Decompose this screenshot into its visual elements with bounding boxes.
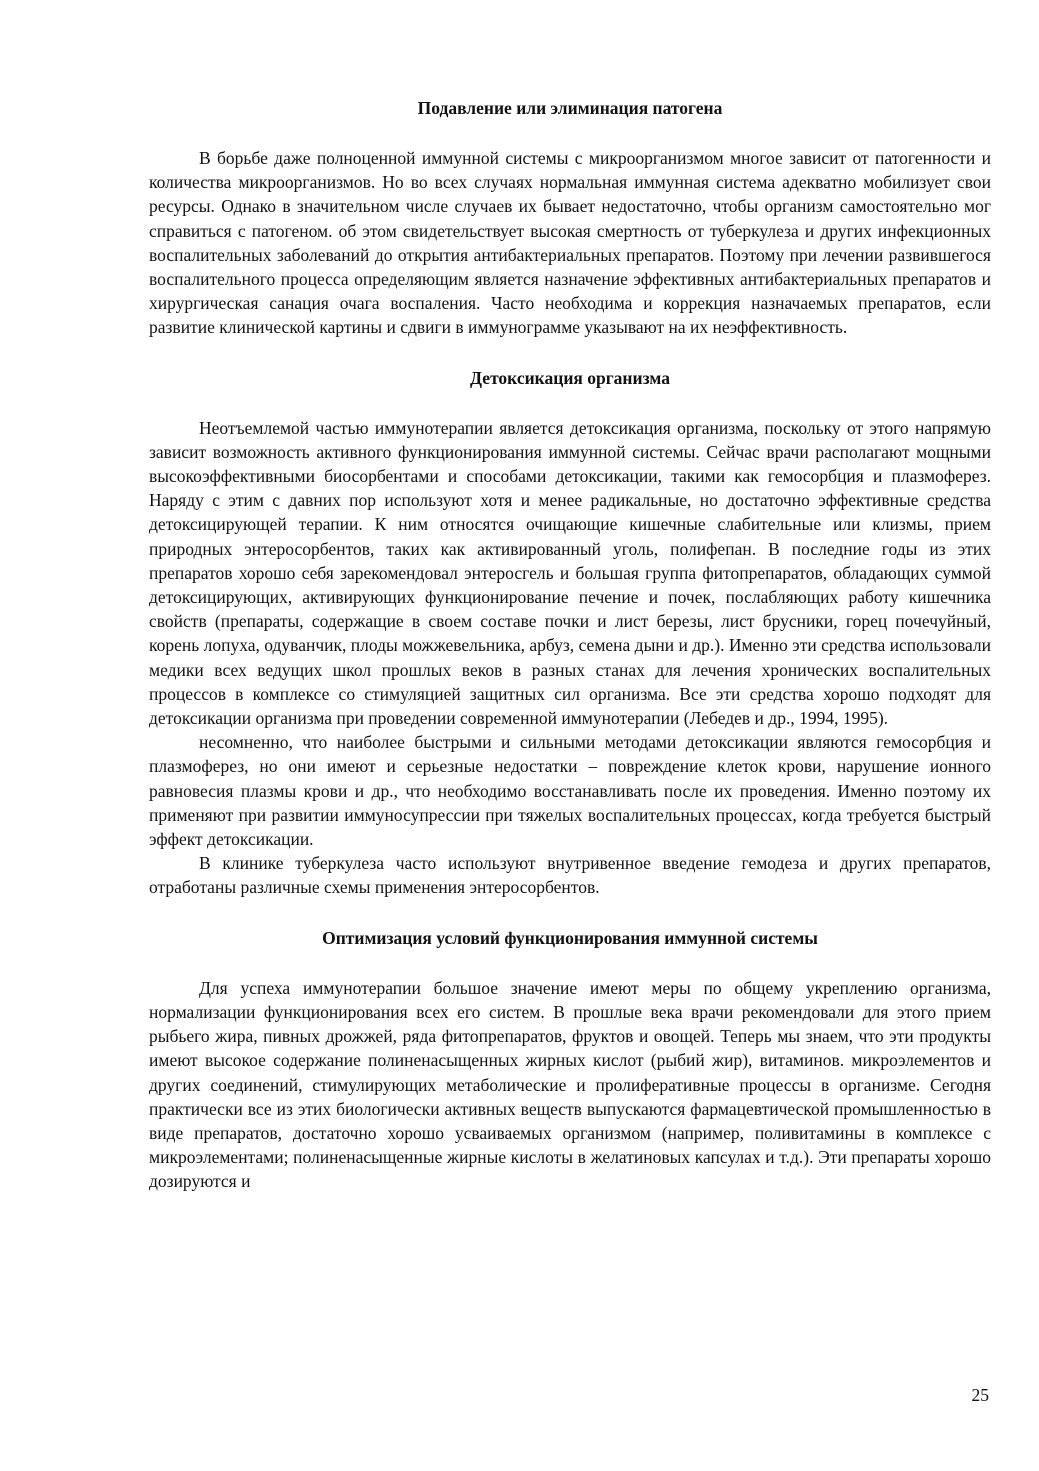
paragraph: несомненно, что наиболее быстрыми и сильными методами детоксикации являются гемосорбция и плазмоферез, но они имеют и серьезные недостатки – повреждение клеток крови, нарушение ионного равновесия плазмы крови и др., что необходимо восстанавливать после их проведения. Именно поэтому их применяют при развитии иммуносупрессии при тяжелых воспалительных процессах, когда требуется быстрый эффект детоксикации.: [149, 732, 991, 850]
section-title-immune-optimization: Оптимизация условий функционирования иммунной системы: [322, 927, 818, 948]
page-number: 25: [971, 1385, 989, 1405]
paragraph: В клинике туберкулеза часто используют внутривенное введение гемодеза и других препаратов, отработаны различные схемы применения энтеросорбентов.: [149, 853, 991, 898]
paragraph: Неотъемлемой частью иммунотерапии является детоксикация организма, поскольку от этого напрямую зависит возможность активного функционирования иммунной системы. Сейчас врачи располагают мощными высокоэффективными биосорбентами и способами детоксикации, такими как гемосорбция и плазмоферез. Наряду с этим с давних пор используют хотя и менее радикальные, но достаточно эффективные средства детоксицирующей терапии. К ним относятся очищающие кишечные слабительные или клизмы, прием природных энтеросорбентов, таких как активированный уголь, полифепан. В последние годы из этих препаратов хорошо себя зарекомендовал энтеросгель и большая группа фитопрепаратов, обладающих суммой детоксицирующих, активирующих функционирование печение и почек, послабляющих работу кишечника свойств (препараты, содержащие в своем составе почки и лист березы, лист брусники, горец почечуйный, корень лопуха, одуванчик, плоды можжевельника, арбуз, семена дыни и др.). Именно эти средства использовали медики всех ведущих школ прошлых веков в разных станах для лечения хронических воспалительных процессов в комплексе со стимуляцией защитных сил организма. Все эти средства хорошо подходят для детоксикации организма при проведении современной иммунотерапии (Лебедев и др., 1994, 1995).: [149, 417, 991, 729]
paragraph: Для успеха иммунотерапии большое значение имеют меры по общему укреплению организма, нормализации функционирования всех его систем. В прошлые века врачи рекомендовали для этого прием рыбьего жира, пивных дрожжей, ряда фитопрепаратов, фруктов и овощей. Теперь мы знаем, что эти продукты имеют высокое содержание полиненасыщенных жирных кислот (рыбий жир), витаминов. микроэлементов и других соединений, стимулирующих метаболические и пролиферативные процессы в организме. Сегодня практически все из этих биологически активных веществ выпускаются фармацевтической промышленностью в виде препаратов, достаточно хорошо усваиваемых организмом (например, поливитамины в комплексе с микроэлементами; полиненасыщенные жирные кислоты в желатиновых капсулах и т.д.). Эти препараты хорошо дозируются и: [149, 977, 991, 1192]
paragraph: В борьбе даже полноценной иммунной системы с микроорганизмом многое зависит от патогенности и количества микроорганизмов. Но во всех случаях нормальная иммунная система адекватно мобилизует свои ресурсы. Однако в значительном числе случаев их бывает недостаточно, чтобы организм самостоятельно мог справиться с патогеном. об этом свидетельствует высокая смертность от туберкулеза и других инфекционных воспалительных заболеваний до открытия антибактериальных препаратов. Поэтому при лечении развившегося воспалительного процесса определяющим является назначение эффективных антибактериальных препаратов и хирургическая санация очага воспаления. Часто необходима и коррекция назначаемых препаратов, если развитие клинической картины и сдвиги в иммунограмме указывают на их неэффективность.: [149, 148, 991, 338]
document-page: [149, 96, 991, 1194]
section-title-pathogen-elimination: Подавление или элиминация патогена: [417, 98, 723, 118]
section-title-detoxication: Детоксикация организма: [470, 367, 670, 388]
